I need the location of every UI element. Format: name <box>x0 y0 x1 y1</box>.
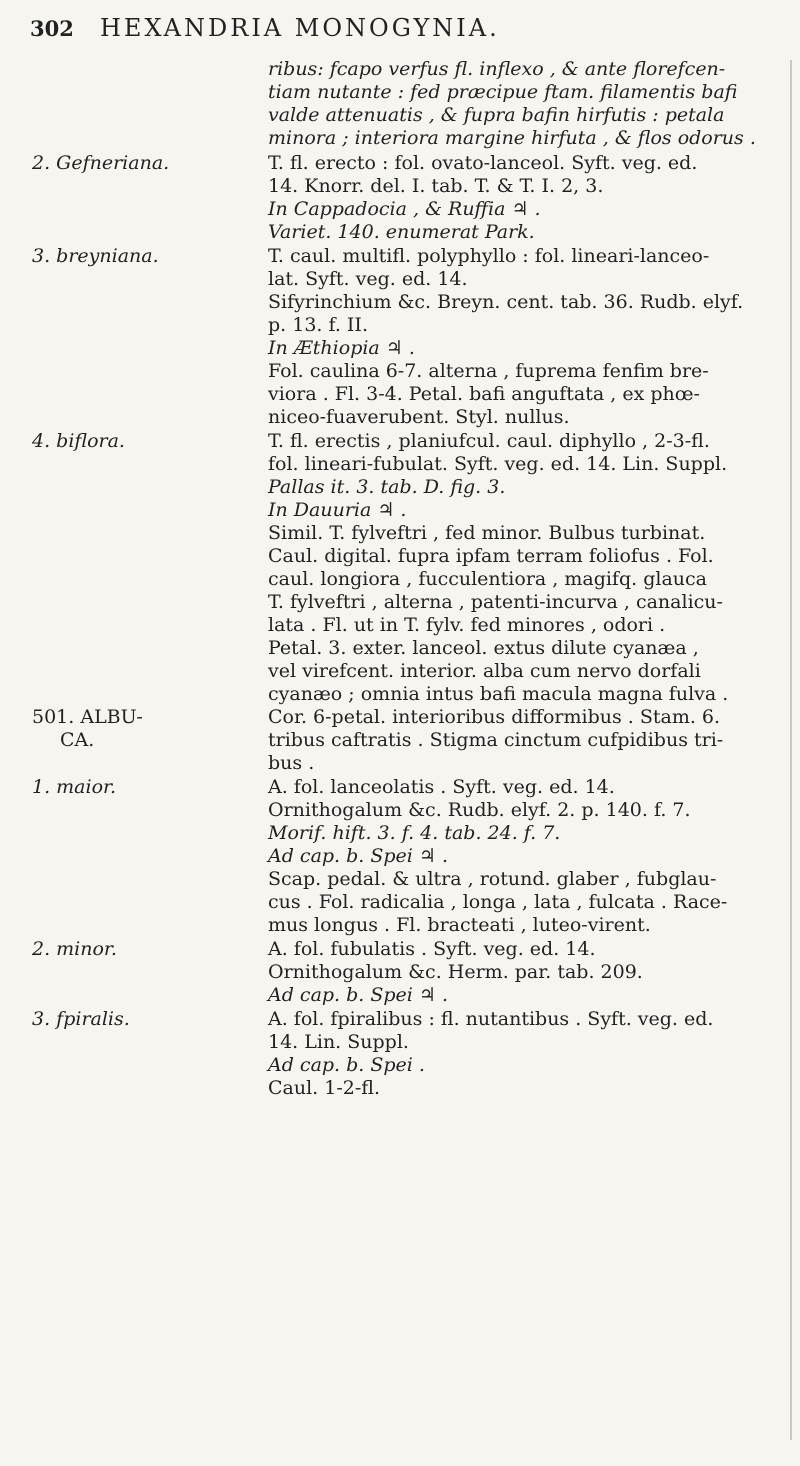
text-line: T. fylveftri , alterna , patenti-incurva , canalicu- <box>268 591 723 613</box>
genus-label-continued: CA. <box>60 729 95 751</box>
text-line: valde attenuatis , & fupra bafin hirfutis : petala <box>268 104 725 126</box>
text-line: Simil. T. fylveftri , fed minor. Bulbus turbinat. <box>268 522 706 544</box>
text-line: Petal. 3. exter. lanceol. extus dilute cyanæa , <box>268 637 699 659</box>
text-line: A. fol. fpiralibus : fl. nutantibus . Syft. veg. ed. <box>268 1008 714 1030</box>
text-line: cus . Fol. radicalia , longa , lata , fulcata . Race- <box>268 891 728 913</box>
species-label: 4. biflora. <box>32 430 125 452</box>
text-line: Ad cap. b. Spei . <box>268 1054 425 1076</box>
text-line: mus longus . Fl. bracteati , luteo-virent. <box>268 914 651 936</box>
text-line: Sifyrinchium &c. Breyn. cent. tab. 36. Rudb. elyf. <box>268 291 744 313</box>
text-line: T. caul. multifl. polyphyllo : fol. lineari-lanceo- <box>268 245 710 267</box>
text-line: tribus caftratis . Stigma cinctum cufpidibus tri- <box>268 729 724 751</box>
text-line: Scap. pedal. & ultra , rotund. glaber , fubglau- <box>268 868 717 890</box>
text-line: fol. lineari-fubulat. Syft. veg. ed. 14. Lin. Suppl. <box>268 453 728 475</box>
text-line: Pallas it. 3. tab. D. fig. 3. <box>268 476 506 498</box>
text-line: vel virefcent. interior. alba cum nervo dorfali <box>268 660 701 682</box>
text-line: p. 13. f. II. <box>268 314 368 336</box>
page-header <box>30 14 770 46</box>
text-line: T. fl. erecto : fol. ovato-lanceol. Syft. veg. ed. <box>268 152 698 174</box>
text-line: 14. Lin. Suppl. <box>268 1031 409 1053</box>
text-line: Fol. caulina 6-7. alterna , fuprema fenfim bre- <box>268 360 709 382</box>
text-line: cyanæo ; omnia intus bafi macula magna fulva . <box>268 683 729 705</box>
text-line: lata . Fl. ut in T. fylv. fed minores , odori . <box>268 614 666 636</box>
text-line: In Æthiopia ♃ . <box>268 337 415 359</box>
text-line: Variet. 140. enumerat Park. <box>268 221 535 243</box>
text-line: Morif. hift. 3. f. 4. tab. 24. f. 7. <box>268 822 561 844</box>
text-line: Ad cap. b. Spei ♃ . <box>268 984 449 1006</box>
species-label: 1. maior. <box>32 776 117 798</box>
text-line: bus . <box>268 752 315 774</box>
text-line: Ornithogalum &c. Rudb. elyf. 2. p. 140. f. 7. <box>268 799 691 821</box>
text-line: Cor. 6-petal. interioribus difformibus . Stam. 6. <box>268 706 721 728</box>
text-line: viora . Fl. 3-4. Petal. bafi anguftata , ex phœ- <box>268 383 700 405</box>
text-line: 14. Knorr. del. I. tab. T. & T. I. 2, 3. <box>268 175 604 197</box>
genus-label: 501. ALBU- <box>32 706 143 728</box>
text-line: Ad cap. b. Spei ♃ . <box>268 845 449 867</box>
text-line: ribus: fcapo verfus fl. inflexo , & ante florefcen- <box>268 58 726 80</box>
text-line: minora ; interiora margine hirfuta , & flos odorus . <box>268 127 756 149</box>
page-number: 302 <box>30 16 74 41</box>
running-title: HEXANDRIA MONOGYNIA. <box>100 14 500 42</box>
text-line: Ornithogalum &c. Herm. par. tab. 209. <box>268 961 643 983</box>
text-line: T. fl. erectis , planiufcul. caul. diphyllo , 2-3-fl. <box>268 430 710 452</box>
page-edge-shadow <box>790 60 792 1440</box>
text-line: A. fol. lanceolatis . Syft. veg. ed. 14. <box>268 776 615 798</box>
species-label: 3. fpiralis. <box>32 1008 130 1030</box>
text-line: lat. Syft. veg. ed. 14. <box>268 268 468 290</box>
text-line: In Dauuria ♃ . <box>268 499 407 521</box>
text-line: Caul. 1-2-fl. <box>268 1077 380 1099</box>
text-line: In Cappadocia , & Ruffia ♃ . <box>268 198 541 220</box>
species-label: 2. Gefneriana. <box>32 152 170 174</box>
text-line: A. fol. fubulatis . Syft. veg. ed. 14. <box>268 938 596 960</box>
text-line: Caul. digital. fupra ipfam terram foliofus . Fol. <box>268 545 714 567</box>
text-line: tiam nutante : fed præcipue ftam. filamentis bafi <box>268 81 738 103</box>
text-line: niceo-fuaverubent. Styl. nullus. <box>268 406 570 428</box>
species-label: 3. breyniana. <box>32 245 159 267</box>
text-line: caul. longiora , fucculentiora , magifq. glauca <box>268 568 707 590</box>
species-label: 2. minor. <box>32 938 117 960</box>
